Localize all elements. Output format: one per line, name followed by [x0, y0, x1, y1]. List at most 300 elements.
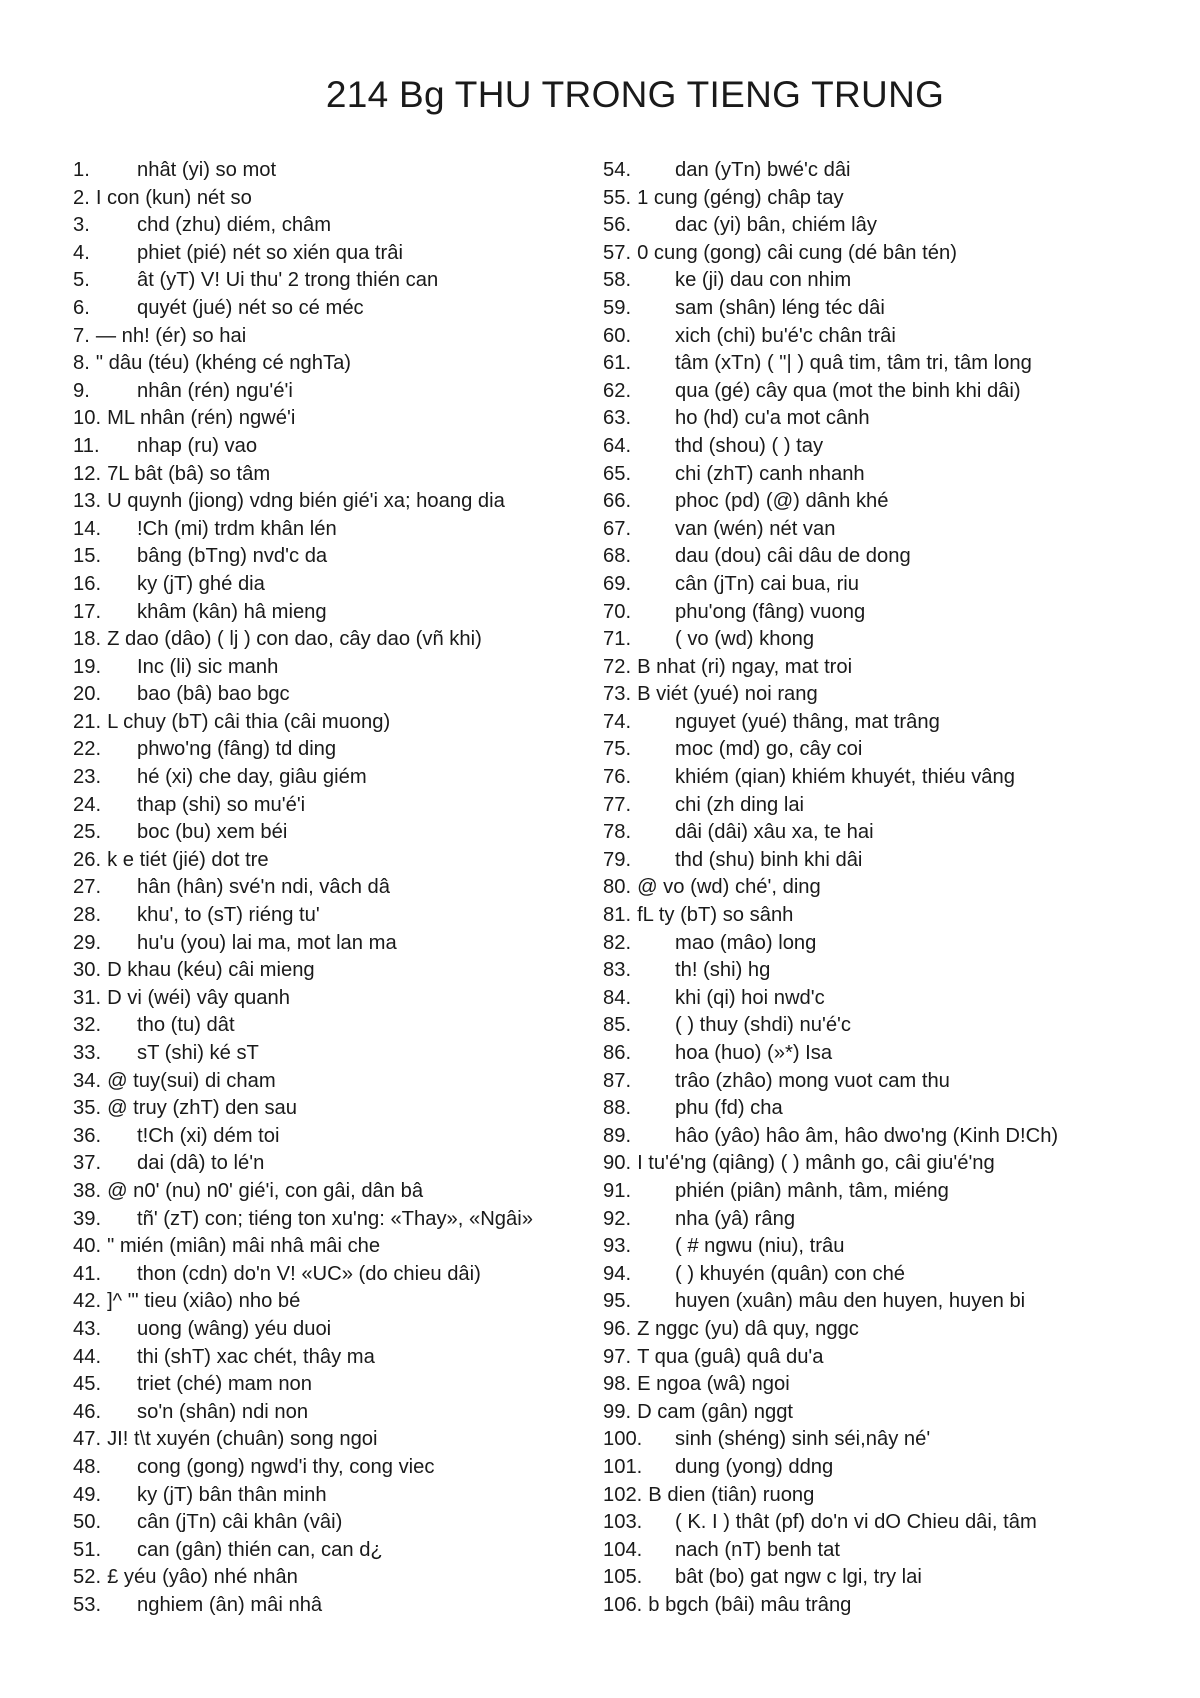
- entry-number: 85.: [603, 1014, 632, 1037]
- radical-entry: [603, 157, 1193, 185]
- radical-entry: [73, 1040, 593, 1068]
- entry-number: 17.: [73, 600, 102, 623]
- entry-text: van (wén) nét van: [675, 517, 836, 540]
- entry-number: 12.: [73, 462, 102, 485]
- radical-entry: [73, 1095, 593, 1123]
- entry-text: k e tiét (jié) dot tre: [107, 848, 269, 871]
- radical-entry: [603, 1316, 1193, 1344]
- radical-entry: [73, 874, 593, 902]
- entry-text: £ yéu (yâo) nhé nhân: [107, 1566, 298, 1589]
- radical-entry: [73, 1564, 593, 1592]
- radical-entry: [73, 1592, 593, 1620]
- entry-number: 41.: [73, 1262, 102, 1285]
- radical-entry: [603, 240, 1193, 268]
- entry-number: 98.: [603, 1373, 632, 1396]
- entry-number: 25.: [73, 821, 102, 844]
- entry-text: trâo (zhâo) mong vuot cam thu: [675, 1069, 950, 1092]
- entry-number: 80.: [603, 876, 632, 899]
- entry-number: 101.: [603, 1455, 643, 1478]
- entry-number: 20.: [73, 683, 102, 706]
- entry-text: quyét (jué) nét so cé méc: [137, 296, 364, 319]
- entry-text: D khau (kéu) câi mieng: [107, 959, 315, 982]
- entry-number: 55.: [603, 186, 632, 209]
- entry-number: 71.: [603, 628, 632, 651]
- entry-text: @ vo (wd) ché', ding: [637, 876, 821, 899]
- entry-text: khiém (qian) khiém khuyét, thiéu vâng: [675, 766, 1015, 789]
- entry-text: xich (chi) bu'é'c chân trâi: [675, 324, 896, 347]
- radical-entry: [73, 654, 593, 682]
- radical-entry: [603, 295, 1193, 323]
- entry-number: 3.: [73, 214, 90, 237]
- radical-entry: [73, 626, 593, 654]
- entry-number: 36.: [73, 1124, 102, 1147]
- entry-text: cân (jTn) câi khân (vâi): [137, 1511, 343, 1534]
- entry-number: 105.: [603, 1566, 643, 1589]
- entry-text: fL ty (bT) so sânh: [637, 904, 794, 927]
- radical-entry: [603, 985, 1193, 1013]
- radical-entry: [73, 902, 593, 930]
- entry-number: 9.: [73, 379, 90, 402]
- entry-number: 92.: [603, 1207, 632, 1230]
- entry-number: 73.: [603, 683, 632, 706]
- entry-text: hé (xi) che day, giâu giém: [137, 766, 367, 789]
- entry-number: 49.: [73, 1483, 102, 1506]
- entry-number: 54.: [603, 159, 632, 181]
- entry-number: 22.: [73, 738, 102, 761]
- radical-entry: [603, 543, 1193, 571]
- entry-number: 1.: [73, 159, 90, 181]
- entry-text: sinh (shéng) sinh séi,nây né': [675, 1428, 931, 1451]
- radical-entry: [603, 1288, 1193, 1316]
- radical-entry: [603, 350, 1193, 378]
- radical-entry: [603, 1233, 1193, 1261]
- radical-entry: [603, 736, 1193, 764]
- radical-entry: [603, 654, 1193, 682]
- entry-text: L chuy (bT) câi thia (câi muong): [107, 710, 391, 733]
- entry-text: bâng (bTng) nvd'c da: [137, 545, 328, 568]
- entry-text: — nh! (ér) so hai: [95, 324, 247, 347]
- entry-text: ky (jT) ghé dia: [137, 572, 265, 595]
- entry-number: 67.: [603, 517, 632, 540]
- entry-number: 95.: [603, 1290, 632, 1313]
- entry-number: 50.: [73, 1511, 102, 1534]
- entry-text: dai (dâ) to lé'n: [137, 1152, 265, 1175]
- entry-text: D vi (wéi) vây quanh: [107, 986, 290, 1009]
- entry-number: 35.: [73, 1097, 102, 1120]
- radical-entry: [603, 488, 1193, 516]
- entry-text: B dien (tiân) ruong: [648, 1483, 815, 1506]
- radical-entry: [73, 1178, 593, 1206]
- entry-text: so'n (shân) ndi non: [137, 1400, 309, 1423]
- entry-number: 100.: [603, 1428, 643, 1451]
- radical-entry: [603, 1371, 1193, 1399]
- radical-entry: [73, 240, 593, 268]
- entry-text: T qua (guâ) quâ du'a: [637, 1345, 824, 1368]
- radical-entry: [603, 874, 1193, 902]
- radical-entry: [73, 1454, 593, 1482]
- entry-number: 32.: [73, 1014, 102, 1037]
- radical-entry: [73, 1123, 593, 1151]
- radical-entry: [603, 461, 1193, 489]
- entry-text: hân (hân) své'n ndi, vâch dâ: [137, 876, 390, 899]
- entry-number: 66.: [603, 490, 632, 513]
- radical-entry: [73, 1233, 593, 1261]
- entry-number: 84.: [603, 986, 632, 1009]
- entry-text: hâo (yâo) hâo âm, hâo dwo'ng (Kinh D!Ch): [675, 1124, 1059, 1147]
- entry-number: 44.: [73, 1345, 102, 1368]
- entry-number: 78.: [603, 821, 632, 844]
- entry-number: 39.: [73, 1207, 102, 1230]
- entry-number: 69.: [603, 572, 632, 595]
- radical-entry: [73, 736, 593, 764]
- radical-entry: [73, 764, 593, 792]
- radical-entry: [73, 1344, 593, 1372]
- entry-number: 75.: [603, 738, 632, 761]
- entry-text: !Ch (mi) trdm khân lén: [137, 517, 337, 540]
- radical-entry: [603, 709, 1193, 737]
- entry-number: 14.: [73, 517, 102, 540]
- radical-entry: [603, 1012, 1193, 1040]
- entry-number: 63.: [603, 407, 632, 430]
- entry-text: huyen (xuân) mâu den huyen, huyen bi: [675, 1290, 1026, 1313]
- radical-entry: [603, 599, 1193, 627]
- entry-number: 18.: [73, 628, 102, 651]
- entry-text: Inc (li) sic manh: [137, 655, 279, 678]
- radical-entry: [73, 212, 593, 240]
- entry-number: 5.: [73, 269, 90, 292]
- entry-number: 7.: [73, 324, 90, 347]
- radical-entry: [73, 930, 593, 958]
- radical-entry: [603, 764, 1193, 792]
- entry-text: ( ) thuy (shdi) nu'é'c: [675, 1014, 851, 1037]
- radical-entry: [603, 1592, 1193, 1620]
- entry-number: 37.: [73, 1152, 102, 1175]
- radical-entry: [603, 626, 1193, 654]
- entry-number: 87.: [603, 1069, 632, 1092]
- radical-entry: [603, 1150, 1193, 1178]
- entry-text: mao (mâo) long: [675, 931, 817, 954]
- radical-entry: [603, 378, 1193, 406]
- entry-number: 46.: [73, 1400, 102, 1423]
- radical-entry: [73, 957, 593, 985]
- entry-text: nach (nT) benh tat: [675, 1538, 840, 1561]
- entry-number: 31.: [73, 986, 102, 1009]
- radical-entry: [73, 516, 593, 544]
- entry-number: 33.: [73, 1042, 102, 1064]
- radical-entry: [603, 405, 1193, 433]
- entry-number: 77.: [603, 793, 632, 816]
- entry-number: 59.: [603, 296, 632, 319]
- entry-text: khi (qi) hoi nwd'c: [675, 986, 825, 1009]
- radical-entry: [603, 1261, 1193, 1289]
- entry-text: phu'ong (fâng) vuong: [675, 600, 866, 623]
- right-column: [603, 157, 1193, 1619]
- entry-text: phwo'ng (fâng) td ding: [137, 738, 337, 761]
- left-column: [73, 157, 593, 1619]
- entry-text: I con (kun) nét so: [95, 186, 252, 209]
- entry-text: nhap (ru) vao: [137, 434, 258, 457]
- radical-entry: [603, 847, 1193, 875]
- entry-text: sam (shân) léng téc dâi: [675, 296, 885, 319]
- entry-number: 106.: [603, 1593, 643, 1616]
- radical-entry: [73, 1206, 593, 1234]
- entry-number: 74.: [603, 710, 632, 733]
- radical-entry: [603, 1399, 1193, 1427]
- entry-number: 58.: [603, 269, 632, 292]
- entry-number: 81.: [603, 904, 632, 927]
- entry-number: 89.: [603, 1124, 632, 1147]
- entry-text: JI! t\t xuyén (chuân) song ngoi: [107, 1428, 378, 1451]
- entry-text: phoc (pd) (@) dânh khé: [675, 490, 889, 513]
- entry-text: bao (bâ) bao bgc: [137, 683, 290, 706]
- entry-number: 91.: [603, 1179, 632, 1202]
- entry-number: 47.: [73, 1428, 102, 1451]
- radical-entry: [73, 1261, 593, 1289]
- entry-text: cong (gong) ngwd'i thy, cong viec: [137, 1455, 435, 1478]
- entry-number: 102.: [603, 1483, 643, 1506]
- radical-entry: [603, 1068, 1193, 1096]
- radical-entry: [73, 847, 593, 875]
- entry-text: sT (shi) ké sT: [137, 1042, 259, 1064]
- entry-text: ( ) khuyén (quân) con ché: [675, 1262, 906, 1285]
- entry-text: nguyet (yué) thâng, mat trâng: [675, 710, 940, 733]
- radical-entry: [603, 1537, 1193, 1565]
- entry-text: boc (bu) xem béi: [137, 821, 288, 844]
- radical-entry: [603, 792, 1193, 820]
- entry-number: 11.: [73, 434, 100, 457]
- radical-entry: [603, 1454, 1193, 1482]
- entry-text: b bgch (bâi) mâu trâng: [648, 1593, 852, 1616]
- radical-entry: [603, 1040, 1193, 1068]
- radical-entry: [73, 571, 593, 599]
- radical-entry: [73, 350, 593, 378]
- radical-entry: [603, 1123, 1193, 1151]
- entry-number: 70.: [603, 600, 632, 623]
- entry-text: ho (hd) cu'a mot cânh: [675, 407, 870, 430]
- entry-number: 48.: [73, 1455, 102, 1478]
- entry-text: @ n0' (nu) n0' gié'i, con gâi, dân bâ: [107, 1179, 424, 1202]
- entry-text: thd (shu) binh khi dâi: [675, 848, 863, 871]
- radical-entry: [73, 323, 593, 351]
- radical-entry: [73, 433, 593, 461]
- entry-text: khu', to (sT) riéng tu': [137, 904, 320, 927]
- radical-entry: [603, 930, 1193, 958]
- entry-text: ât (yT) V! Ui thu' 2 trong thién can: [137, 269, 439, 292]
- radical-entry: [603, 957, 1193, 985]
- radical-entry: [73, 1426, 593, 1454]
- entry-number: 16.: [73, 572, 102, 595]
- entry-text: khâm (kân) hâ mieng: [137, 600, 327, 623]
- entry-text: ke (ji) dau con nhim: [675, 269, 852, 292]
- entry-text: th! (shi) hg: [675, 959, 771, 982]
- entry-text: " dâu (téu) (khéng cé nghTa): [95, 352, 352, 375]
- radical-entry: [73, 378, 593, 406]
- entry-number: 104.: [603, 1538, 643, 1561]
- entry-number: 64.: [603, 434, 632, 457]
- page-title: 214 Bg THU TRONG TIENG TRUNG: [325, 74, 945, 115]
- entry-number: 83.: [603, 959, 632, 982]
- entry-number: 65.: [603, 462, 632, 485]
- entry-text: nha (yâ) râng: [675, 1207, 796, 1230]
- entry-number: 13.: [73, 490, 102, 513]
- entry-text: 7L bât (bâ) so tâm: [107, 462, 271, 485]
- entry-text: moc (md) go, cây coi: [675, 738, 863, 761]
- radical-entry: [73, 267, 593, 295]
- entry-number: 103.: [603, 1511, 643, 1534]
- entry-number: 88.: [603, 1097, 632, 1120]
- entry-number: 28.: [73, 904, 102, 927]
- radical-entry: [603, 1564, 1193, 1592]
- radical-entry: [73, 599, 593, 627]
- entry-text: chi (zhT) canh nhanh: [675, 462, 865, 485]
- radical-entry: [73, 1316, 593, 1344]
- radical-entry: [603, 681, 1193, 709]
- entry-text: dau (dou) câi dâu de dong: [675, 545, 911, 568]
- entry-number: 79.: [603, 848, 632, 871]
- entry-number: 93.: [603, 1235, 632, 1258]
- entry-text: @ tuy(sui) di cham: [107, 1069, 276, 1092]
- entry-text: 1 cung (géng) châp tay: [637, 186, 844, 209]
- radical-entry: [73, 543, 593, 571]
- radical-entry: [603, 1178, 1193, 1206]
- entry-text: can (gân) thién can, can d¿: [137, 1538, 383, 1561]
- entry-text: U quynh (jiong) vdng bién gié'i xa; hoang dia: [107, 490, 505, 513]
- entry-text: nhân (rén) ngu'é'i: [137, 379, 293, 402]
- entry-text: chd (zhu) diém, châm: [137, 214, 332, 237]
- entry-text: ML nhân (rén) ngwé'i: [107, 407, 296, 430]
- entry-text: ky (jT) bân thân minh: [137, 1483, 327, 1506]
- entry-text: ( # ngwu (niu), trâu: [675, 1235, 845, 1258]
- entry-text: t!Ch (xi) dém toi: [137, 1124, 280, 1147]
- entry-text: B viét (yué) noi rang: [637, 683, 818, 706]
- entry-text: hoa (huo) (»*) Isa: [675, 1042, 833, 1064]
- radical-entry: [73, 488, 593, 516]
- radical-entry: [603, 323, 1193, 351]
- entry-text: phién (piân) mânh, tâm, miéng: [675, 1179, 949, 1202]
- entry-number: 26.: [73, 848, 102, 871]
- entry-number: 94.: [603, 1262, 632, 1285]
- radical-entry: [73, 157, 593, 185]
- entry-number: 76.: [603, 766, 632, 789]
- entry-text: dung (yong) ddng: [675, 1455, 834, 1478]
- entry-text: cân (jTn) cai bua, riu: [675, 572, 860, 595]
- entry-text: 0 cung (gong) câi cung (dé bân tén): [637, 241, 957, 264]
- radical-entry: [73, 819, 593, 847]
- radical-entry: [603, 1206, 1193, 1234]
- entry-text: " mién (miân) mâi nhâ mâi che: [107, 1235, 381, 1258]
- entry-text: chi (zh ding lai: [675, 793, 805, 816]
- entry-text: nhât (yi) so mot: [137, 159, 277, 181]
- entry-number: 82.: [603, 931, 632, 954]
- entry-text: @ truy (zhT) den sau: [107, 1097, 297, 1120]
- entry-text: tâm (xTn) ( "| ) quâ tim, tâm tri, tâm long: [675, 352, 1032, 375]
- radical-entry: [73, 295, 593, 323]
- radical-entry: [603, 571, 1193, 599]
- radical-entry: [73, 461, 593, 489]
- radical-entry: [73, 1537, 593, 1565]
- entry-text: ( vo (wd) khong: [675, 628, 815, 651]
- entry-number: 90.: [603, 1152, 632, 1175]
- entry-text: dan (yTn) bwé'c dâi: [675, 159, 851, 181]
- entry-text: E ngoa (wâ) ngoi: [637, 1373, 790, 1396]
- entry-number: 19.: [73, 655, 102, 678]
- entry-text: phu (fd) cha: [675, 1097, 783, 1120]
- entry-number: 43.: [73, 1317, 102, 1340]
- entry-number: 57.: [603, 241, 632, 264]
- entry-number: 51.: [73, 1538, 102, 1561]
- radical-entry: [73, 1371, 593, 1399]
- entry-number: 97.: [603, 1345, 632, 1368]
- entry-number: 34.: [73, 1069, 102, 1092]
- entry-text: tñ' (zT) con; tiéng ton xu'ng: «Thay», «Ngâi»: [137, 1207, 533, 1230]
- entry-text: B nhat (ri) ngay, mat troi: [637, 655, 853, 678]
- entry-text: nghiem (ân) mâi nhâ: [137, 1593, 323, 1616]
- radical-entry: [603, 212, 1193, 240]
- entry-number: 4.: [73, 241, 90, 264]
- entry-text: Z nggc (yu) dâ quy, nggc: [637, 1317, 859, 1340]
- radical-entry: [73, 1399, 593, 1427]
- entry-number: 8.: [73, 352, 90, 375]
- entry-number: 2.: [73, 186, 90, 209]
- entry-text: bât (bo) gat ngw c lgi, try lai: [675, 1566, 922, 1589]
- radical-entry: [73, 1509, 593, 1537]
- entry-number: 21.: [73, 710, 102, 733]
- entry-number: 15.: [73, 545, 102, 568]
- radical-entry: [603, 902, 1193, 930]
- entry-number: 56.: [603, 214, 632, 237]
- entry-text: dâi (dâi) xâu xa, te hai: [675, 821, 874, 844]
- radical-entry: [73, 185, 593, 213]
- radical-entry: [603, 1426, 1193, 1454]
- entry-number: 40.: [73, 1235, 102, 1258]
- radical-entry: [603, 1482, 1193, 1510]
- entry-text: Z dao (dâo) ( lj ) con dao, cây dao (vñ khi): [107, 628, 482, 651]
- radical-entry: [73, 709, 593, 737]
- entry-number: 42.: [73, 1290, 102, 1313]
- radical-entry: [603, 1344, 1193, 1372]
- radical-entry: [603, 185, 1193, 213]
- entry-number: 24.: [73, 793, 102, 816]
- entry-number: 72.: [603, 655, 632, 678]
- entry-number: 27.: [73, 876, 102, 899]
- radical-entry: [73, 792, 593, 820]
- radical-entry: [73, 985, 593, 1013]
- entry-text: qua (gé) cây qua (mot the binh khi dâi): [675, 379, 1021, 402]
- entry-text: thd (shou) ( ) tay: [675, 434, 824, 457]
- entry-number: 23.: [73, 766, 102, 789]
- radical-entry: [73, 405, 593, 433]
- entry-number: 30.: [73, 959, 102, 982]
- entry-text: ( K. I ) thât (pf) do'n vi dO Chieu dâi, tâm: [675, 1511, 1037, 1534]
- entry-text: dac (yi) bân, chiém lây: [675, 214, 877, 237]
- entry-text: triet (ché) mam non: [137, 1373, 313, 1396]
- entry-text: uong (wâng) yéu duoi: [137, 1317, 332, 1340]
- radical-entry: [73, 1068, 593, 1096]
- entry-number: 6.: [73, 296, 90, 319]
- radical-entry: [73, 1482, 593, 1510]
- radical-entry: [603, 433, 1193, 461]
- radical-entry: [73, 681, 593, 709]
- radical-entry: [603, 516, 1193, 544]
- entry-number: 68.: [603, 545, 632, 568]
- entry-number: 99.: [603, 1400, 632, 1423]
- entry-text: I tu'é'ng (qiâng) ( ) mânh go, câi giu'é'ng: [637, 1152, 995, 1175]
- entry-number: 45.: [73, 1373, 102, 1396]
- entry-number: 38.: [73, 1179, 102, 1202]
- entry-text: ]^ "' tieu (xiâo) nho bé: [107, 1290, 301, 1313]
- entry-text: thon (cdn) do'n V! «UC» (do chieu dâi): [137, 1262, 481, 1285]
- entry-text: D cam (gân) nggt: [637, 1400, 794, 1423]
